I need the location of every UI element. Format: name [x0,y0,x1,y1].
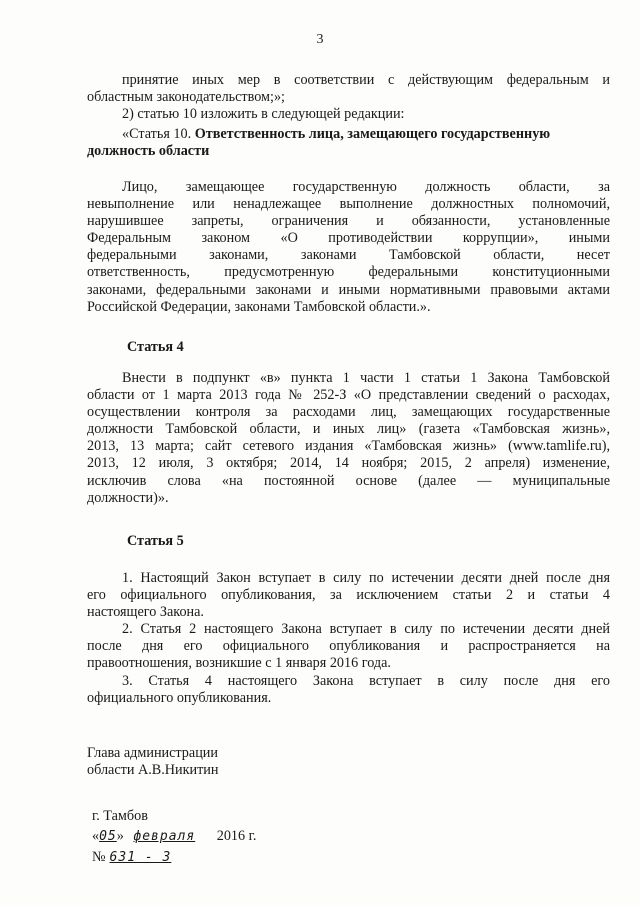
signature-block [87,745,218,779]
text-line: осуществлении контроля за расходами лиц, замещающих государственные [87,404,610,421]
text-line: области от 1 марта 2013 года № 252-З «О представлении сведений о расходах, [87,387,610,404]
text-line: должности Тамбовской области, и иных лиц» (газета «Тамбовская жизнь», [87,421,610,438]
text-line: невыполнение или ненадлежащее выполнение должностных полномочий, [87,196,610,213]
page-number: 3 [316,32,324,47]
text-line: принятие иных мер в соответствии с действующим федеральным и [122,72,610,88]
article5-body [87,570,610,707]
text-line: после дня его официального опубликования и распространяется на [87,638,610,655]
text-line: правоотношения, возникшие с 1 января 2016 года. [87,655,391,672]
text-line: законами, федеральными законами и иными нормативными правовыми актами [87,281,610,298]
text-line: Внести в подпункт «в» пункта 1 части 1 статьи 1 Закона Тамбовской [122,370,610,386]
text-line: Российской Федерации, законами Тамбовской области.». [87,298,431,315]
text-line: ответственность, предусмотренную федеральными конституционными [87,264,610,281]
article4-body [87,370,610,507]
text-line: 1. Настоящий Закон вступает в силу по истечении десяти дней после дня [122,570,610,586]
text-line: 2. Статья 2 настоящего Закона вступает в силу по истечении десяти дней [122,621,610,638]
article10-title [87,126,610,160]
article10-prefix: «Статья 10. [122,126,192,142]
article10-title-line2: должность области [87,143,210,160]
text-line: должности)». [87,489,169,506]
stamp-date: «05» февраля 2016 г. [92,828,257,844]
text-line: его официального опубликования, за исключением статьи 2 и статьи 4 [87,587,610,604]
stamp-city: г. Тамбов [92,808,148,824]
registration-stamp [92,806,256,868]
text-line: Лицо, замещающее государственную должность области, за [122,179,610,195]
text-line: настоящего Закона. [87,604,204,621]
article10-title-line1: Ответственность лица, замещающего государственную [194,126,551,142]
text-line: нарушившее запреты, ограничения и обязанности, установленные [87,213,610,230]
text-line: официального опубликования. [87,689,272,706]
text-line: федеральными законами, законами Тамбовской области, несет [87,247,610,264]
text-line [87,126,610,143]
article5-heading: Статья 5 [127,533,184,549]
stamp-year: 2016 г. [216,828,257,844]
text-line: 2013, 12 июля, 3 октября; 2014, 14 ноября; 2015, 2 апреля) изменение, [87,455,610,472]
article10-body [87,179,610,316]
text-line: 2013, 13 марта; сайт сетевого издания «Тамбовская жизнь» (www.tamlife.ru), [87,438,610,455]
text-line: исключив слова «на постоянной основе (далее — муниципальные [87,472,610,489]
intro-paragraph [87,72,610,123]
text-line: 3. Статья 4 настоящего Закона вступает в силу после дня его [122,672,610,689]
stamp-number-value: 631 - З [109,850,172,865]
text-line: 2) статью 10 изложить в следующей редакции: [122,106,405,123]
text-line: областным законодательством;»; [87,89,285,106]
signature-title: Глава администрации [87,745,218,761]
stamp-day: 05 [99,829,117,844]
text-line: Федеральным законом «О противодействии коррупции», иными [87,230,610,247]
article4-heading: Статья 4 [127,339,184,355]
stamp-month: февраля [133,829,196,844]
stamp-number: № 631 - З [92,849,172,865]
signature-name: области А.В.Никитин [87,762,219,778]
